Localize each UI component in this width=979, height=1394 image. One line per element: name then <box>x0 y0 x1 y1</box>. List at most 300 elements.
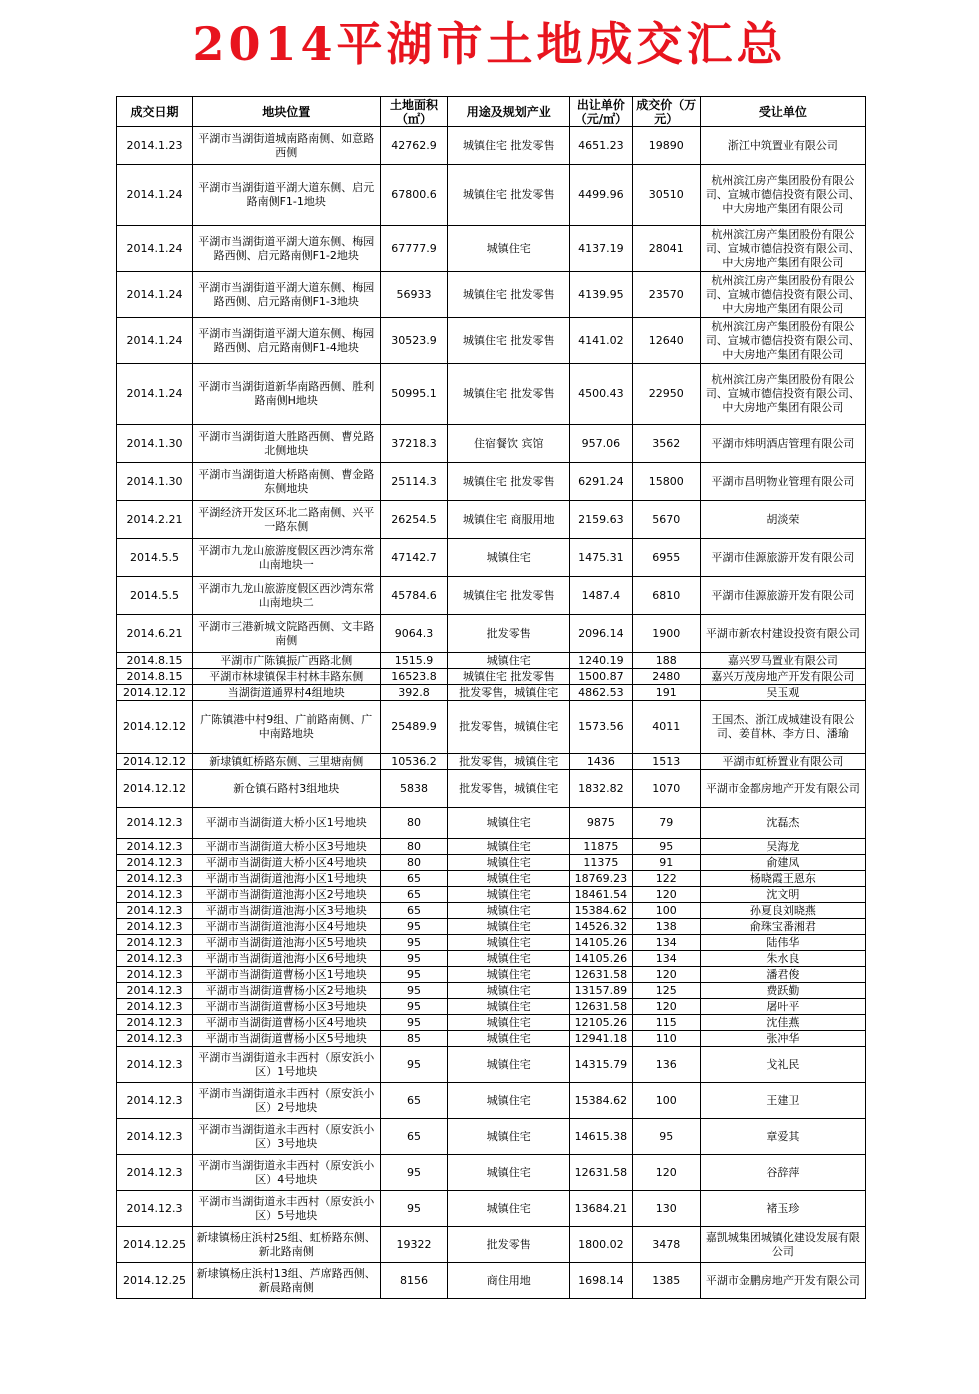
table-row <box>117 1047 866 1083</box>
cell-usage: 城镇住宅 批发零售 <box>448 364 570 425</box>
cell-area: 65 <box>380 887 448 903</box>
table-row <box>117 653 866 669</box>
cell-location: 平湖市当湖街道永丰西村（原安浜小区）4号地块 <box>193 1155 381 1191</box>
cell-location: 当湖街道通界村4组地块 <box>193 685 381 701</box>
cell-unit-price: 12631.58 <box>570 1155 633 1191</box>
cell-usage: 城镇住宅 <box>448 967 570 983</box>
cell-usage: 批发零售，城镇住宅 <box>448 685 570 701</box>
cell-buyer: 杭州滨江房产集团股份有限公司、宣城市德信投资有限公司、中大房地产集团有限公司 <box>700 318 865 364</box>
cell-usage: 城镇住宅 批发零售 <box>448 127 570 165</box>
cell-location: 平湖市当湖街道曹杨小区4号地块 <box>193 1015 381 1031</box>
cell-area: 95 <box>380 999 448 1015</box>
cell-location: 平湖市当湖街道池海小区5号地块 <box>193 935 381 951</box>
cell-unit-price: 12105.26 <box>570 1015 633 1031</box>
cell-location: 平湖市当湖街道平湖大道东侧、梅园路西侧、启元路南侧F1-2地块 <box>193 226 381 272</box>
cell-date: 2014.12.25 <box>117 1263 193 1299</box>
cell-unit-price: 6291.24 <box>570 463 633 501</box>
cell-buyer: 朱水良 <box>700 951 865 967</box>
cell-date: 2014.2.21 <box>117 501 193 539</box>
table-row <box>117 501 866 539</box>
cell-unit-price: 14105.26 <box>570 951 633 967</box>
cell-area: 95 <box>380 967 448 983</box>
cell-buyer: 平湖市昌明物业管理有限公司 <box>700 463 865 501</box>
cell-location: 平湖市当湖街道池海小区6号地块 <box>193 951 381 967</box>
header-buyer: 受让单位 <box>700 97 865 127</box>
cell-area: 67777.9 <box>380 226 448 272</box>
cell-area: 47142.7 <box>380 539 448 577</box>
table-row <box>117 951 866 967</box>
cell-date: 2014.12.25 <box>117 1227 193 1263</box>
cell-usage: 住宿餐饮 宾馆 <box>448 425 570 463</box>
cell-unit-price: 11375 <box>570 855 633 871</box>
cell-location: 平湖市当湖街道池海小区4号地块 <box>193 919 381 935</box>
cell-unit-price: 11875 <box>570 839 633 855</box>
table-row <box>117 127 866 165</box>
cell-area: 5838 <box>380 770 448 808</box>
cell-area: 26254.5 <box>380 501 448 539</box>
table-row <box>117 770 866 808</box>
cell-buyer: 嘉兴罗马置业有限公司 <box>700 653 865 669</box>
cell-date: 2014.12.3 <box>117 983 193 999</box>
cell-total-price: 6810 <box>632 577 700 615</box>
cell-date: 2014.12.3 <box>117 967 193 983</box>
cell-location: 平湖市当湖街道大桥小区1号地块 <box>193 808 381 839</box>
cell-date: 2014.12.3 <box>117 1015 193 1031</box>
cell-date: 2014.12.3 <box>117 935 193 951</box>
cell-total-price: 134 <box>632 935 700 951</box>
cell-unit-price: 14526.32 <box>570 919 633 935</box>
cell-usage: 城镇住宅 <box>448 839 570 855</box>
table-row <box>117 669 866 685</box>
cell-area: 95 <box>380 1191 448 1227</box>
cell-buyer: 谷辞萍 <box>700 1155 865 1191</box>
cell-buyer: 王建卫 <box>700 1083 865 1119</box>
cell-total-price: 136 <box>632 1047 700 1083</box>
cell-unit-price: 4500.43 <box>570 364 633 425</box>
cell-date: 2014.1.24 <box>117 226 193 272</box>
table-row <box>117 967 866 983</box>
cell-unit-price: 1500.87 <box>570 669 633 685</box>
cell-buyer: 平湖市佳源旅游开发有限公司 <box>700 577 865 615</box>
cell-buyer: 杭州滨江房产集团股份有限公司、宣城市德信投资有限公司、中大房地产集团有限公司 <box>700 364 865 425</box>
cell-location: 新埭镇杨庄浜村13组、芦席路西侧、新晨路南侧 <box>193 1263 381 1299</box>
cell-usage: 城镇住宅 <box>448 887 570 903</box>
cell-area: 67800.6 <box>380 165 448 226</box>
cell-area: 50995.1 <box>380 364 448 425</box>
cell-usage: 城镇住宅 <box>448 999 570 1015</box>
cell-unit-price: 12941.18 <box>570 1031 633 1047</box>
table-row <box>117 701 866 754</box>
cell-total-price: 122 <box>632 871 700 887</box>
cell-area: 95 <box>380 983 448 999</box>
cell-area: 65 <box>380 1119 448 1155</box>
cell-buyer: 褚玉珍 <box>700 1191 865 1227</box>
cell-buyer: 吴海龙 <box>700 839 865 855</box>
cell-location: 平湖市当湖街道池海小区2号地块 <box>193 887 381 903</box>
cell-date: 2014.8.15 <box>117 669 193 685</box>
page-title: 2014平湖市土地成交汇总 <box>192 17 787 71</box>
cell-location: 平湖市当湖街道城南路南侧、如意路西侧 <box>193 127 381 165</box>
cell-buyer: 俞珠宝番湘君 <box>700 919 865 935</box>
cell-location: 新埭镇虹桥路东侧、三里塘南侧 <box>193 754 381 770</box>
cell-area: 95 <box>380 919 448 935</box>
cell-buyer: 潘君俊 <box>700 967 865 983</box>
cell-buyer: 平湖市金鹏房地产开发有限公司 <box>700 1263 865 1299</box>
header-unit-price: 出让单价（元/㎡） <box>570 97 633 127</box>
cell-total-price: 6955 <box>632 539 700 577</box>
cell-date: 2014.12.3 <box>117 1031 193 1047</box>
cell-unit-price: 4139.95 <box>570 272 633 318</box>
cell-total-price: 79 <box>632 808 700 839</box>
cell-total-price: 120 <box>632 999 700 1015</box>
cell-location: 平湖市当湖街道曹杨小区1号地块 <box>193 967 381 983</box>
cell-usage: 城镇住宅 批发零售 <box>448 272 570 318</box>
cell-unit-price: 18461.54 <box>570 887 633 903</box>
cell-total-price: 100 <box>632 903 700 919</box>
cell-total-price: 12640 <box>632 318 700 364</box>
cell-unit-price: 1240.19 <box>570 653 633 669</box>
cell-area: 25489.9 <box>380 701 448 754</box>
cell-buyer: 杭州滨江房产集团股份有限公司、宣城市德信投资有限公司、中大房地产集团有限公司 <box>700 226 865 272</box>
cell-total-price: 1513 <box>632 754 700 770</box>
cell-unit-price: 15384.62 <box>570 903 633 919</box>
cell-total-price: 125 <box>632 983 700 999</box>
cell-location: 广陈镇港中村9组、广前路南侧、广中南路地块 <box>193 701 381 754</box>
table-row <box>117 577 866 615</box>
table-row <box>117 839 866 855</box>
cell-usage: 城镇住宅 批发零售 <box>448 577 570 615</box>
table-row <box>117 226 866 272</box>
cell-date: 2014.12.3 <box>117 871 193 887</box>
cell-date: 2014.6.21 <box>117 615 193 653</box>
cell-buyer: 胡淡荣 <box>700 501 865 539</box>
cell-total-price: 3562 <box>632 425 700 463</box>
cell-date: 2014.12.3 <box>117 1047 193 1083</box>
cell-date: 2014.12.12 <box>117 685 193 701</box>
cell-date: 2014.12.12 <box>117 754 193 770</box>
cell-location: 平湖市九龙山旅游度假区西沙湾东常山南地块二 <box>193 577 381 615</box>
table-row <box>117 935 866 951</box>
cell-usage: 批发零售 <box>448 615 570 653</box>
cell-unit-price: 1800.02 <box>570 1227 633 1263</box>
cell-date: 2014.12.3 <box>117 919 193 935</box>
cell-total-price: 19890 <box>632 127 700 165</box>
cell-area: 95 <box>380 1015 448 1031</box>
cell-location: 平湖市当湖街道新华南路西侧、胜利路南侧H地块 <box>193 364 381 425</box>
cell-usage: 批发零售，城镇住宅 <box>448 770 570 808</box>
cell-location: 平湖市当湖街道曹杨小区5号地块 <box>193 1031 381 1047</box>
cell-area: 95 <box>380 935 448 951</box>
cell-buyer: 沈磊杰 <box>700 808 865 839</box>
cell-area: 37218.3 <box>380 425 448 463</box>
cell-date: 2014.12.3 <box>117 1191 193 1227</box>
cell-total-price: 95 <box>632 1119 700 1155</box>
cell-unit-price: 1475.31 <box>570 539 633 577</box>
cell-date: 2014.8.15 <box>117 653 193 669</box>
cell-total-price: 188 <box>632 653 700 669</box>
cell-usage: 城镇住宅 <box>448 983 570 999</box>
cell-unit-price: 14615.38 <box>570 1119 633 1155</box>
table-row <box>117 887 866 903</box>
cell-date: 2014.12.3 <box>117 951 193 967</box>
cell-location: 平湖市广陈镇振广西路北侧 <box>193 653 381 669</box>
cell-date: 2014.12.3 <box>117 887 193 903</box>
cell-location: 平湖市三港新城文院路西侧、文丰路南侧 <box>193 615 381 653</box>
table-row <box>117 425 866 463</box>
cell-total-price: 191 <box>632 685 700 701</box>
cell-usage: 商住用地 <box>448 1263 570 1299</box>
table-row <box>117 983 866 999</box>
cell-total-price: 130 <box>632 1191 700 1227</box>
cell-area: 65 <box>380 1083 448 1119</box>
cell-date: 2014.12.3 <box>117 999 193 1015</box>
cell-buyer: 嘉兴万茂房地产开发有限公司 <box>700 669 865 685</box>
cell-usage: 城镇住宅 <box>448 871 570 887</box>
cell-buyer: 浙江中筑置业有限公司 <box>700 127 865 165</box>
table-row <box>117 1155 866 1191</box>
table-row <box>117 1263 866 1299</box>
cell-total-price: 22950 <box>632 364 700 425</box>
cell-unit-price: 15384.62 <box>570 1083 633 1119</box>
cell-usage: 批发零售，城镇住宅 <box>448 754 570 770</box>
cell-usage: 城镇住宅 <box>448 951 570 967</box>
cell-buyer: 吴玉观 <box>700 685 865 701</box>
table-row <box>117 318 866 364</box>
cell-unit-price: 1573.56 <box>570 701 633 754</box>
header-total-price: 成交价（万元） <box>632 97 700 127</box>
cell-date: 2014.5.5 <box>117 539 193 577</box>
cell-unit-price: 2096.14 <box>570 615 633 653</box>
table-row <box>117 1083 866 1119</box>
cell-buyer: 俞建凤 <box>700 855 865 871</box>
cell-usage: 城镇住宅 <box>448 1083 570 1119</box>
cell-unit-price: 1436 <box>570 754 633 770</box>
cell-unit-price: 1832.82 <box>570 770 633 808</box>
cell-area: 9064.3 <box>380 615 448 653</box>
cell-date: 2014.5.5 <box>117 577 193 615</box>
cell-usage: 城镇住宅 <box>448 808 570 839</box>
cell-total-price: 91 <box>632 855 700 871</box>
cell-unit-price: 14105.26 <box>570 935 633 951</box>
cell-location: 平湖市当湖街道永丰西村（原安浜小区）2号地块 <box>193 1083 381 1119</box>
cell-area: 65 <box>380 903 448 919</box>
cell-usage: 城镇住宅 批发零售 <box>448 165 570 226</box>
cell-unit-price: 9875 <box>570 808 633 839</box>
table-row <box>117 999 866 1015</box>
cell-location: 新仓镇石路村3组地块 <box>193 770 381 808</box>
cell-buyer: 嘉凯城集团城镇化建设发展有限公司 <box>700 1227 865 1263</box>
cell-date: 2014.1.24 <box>117 165 193 226</box>
cell-unit-price: 4499.96 <box>570 165 633 226</box>
cell-date: 2014.1.24 <box>117 272 193 318</box>
cell-unit-price: 1487.4 <box>570 577 633 615</box>
cell-location: 平湖市当湖街道大桥小区4号地块 <box>193 855 381 871</box>
cell-unit-price: 13157.89 <box>570 983 633 999</box>
cell-total-price: 138 <box>632 919 700 935</box>
cell-usage: 城镇住宅 <box>448 1031 570 1047</box>
cell-buyer: 平湖市炜明酒店管理有限公司 <box>700 425 865 463</box>
cell-date: 2014.1.23 <box>117 127 193 165</box>
cell-area: 19322 <box>380 1227 448 1263</box>
table-row <box>117 919 866 935</box>
cell-usage: 城镇住宅 <box>448 855 570 871</box>
cell-usage: 城镇住宅 <box>448 226 570 272</box>
table-row <box>117 1227 866 1263</box>
cell-date: 2014.12.12 <box>117 701 193 754</box>
cell-total-price: 115 <box>632 1015 700 1031</box>
cell-buyer: 平湖市金都房地产开发有限公司 <box>700 770 865 808</box>
cell-buyer: 戈礼民 <box>700 1047 865 1083</box>
cell-total-price: 5670 <box>632 501 700 539</box>
cell-unit-price: 12631.58 <box>570 999 633 1015</box>
cell-location: 平湖市当湖街道永丰西村（原安浜小区）3号地块 <box>193 1119 381 1155</box>
cell-total-price: 15800 <box>632 463 700 501</box>
table-row <box>117 754 866 770</box>
cell-buyer: 杭州滨江房产集团股份有限公司、宣城市德信投资有限公司、中大房地产集团有限公司 <box>700 272 865 318</box>
cell-area: 392.8 <box>380 685 448 701</box>
land-transaction-table <box>116 96 866 1299</box>
cell-buyer: 平湖市佳源旅游开发有限公司 <box>700 539 865 577</box>
cell-unit-price: 2159.63 <box>570 501 633 539</box>
cell-location: 平湖市当湖街道平湖大道东侧、梅园路西侧、启元路南侧F1-4地块 <box>193 318 381 364</box>
cell-location: 平湖市当湖街道永丰西村（原安浜小区）5号地块 <box>193 1191 381 1227</box>
cell-location: 平湖市当湖街道平湖大道东侧、启元路南侧F1-1地块 <box>193 165 381 226</box>
cell-unit-price: 12631.58 <box>570 967 633 983</box>
header-area: 土地面积（㎡） <box>380 97 448 127</box>
cell-area: 80 <box>380 855 448 871</box>
header-date: 成交日期 <box>117 97 193 127</box>
table-row <box>117 615 866 653</box>
header-row <box>117 97 866 127</box>
cell-unit-price: 4141.02 <box>570 318 633 364</box>
cell-area: 95 <box>380 1047 448 1083</box>
table-row <box>117 539 866 577</box>
cell-location: 平湖市当湖街道永丰西村（原安浜小区）1号地块 <box>193 1047 381 1083</box>
cell-date: 2014.1.30 <box>117 463 193 501</box>
cell-area: 65 <box>380 871 448 887</box>
cell-total-price: 1900 <box>632 615 700 653</box>
cell-total-price: 1070 <box>632 770 700 808</box>
cell-location: 平湖市九龙山旅游度假区西沙湾东常山南地块一 <box>193 539 381 577</box>
cell-usage: 城镇住宅 <box>448 539 570 577</box>
table-row <box>117 685 866 701</box>
cell-total-price: 95 <box>632 839 700 855</box>
cell-usage: 城镇住宅 <box>448 1047 570 1083</box>
cell-total-price: 134 <box>632 951 700 967</box>
table-row <box>117 463 866 501</box>
cell-date: 2014.12.3 <box>117 855 193 871</box>
cell-area: 56933 <box>380 272 448 318</box>
cell-area: 1515.9 <box>380 653 448 669</box>
cell-buyer: 平湖市新农村建设投资有限公司 <box>700 615 865 653</box>
cell-area: 8156 <box>380 1263 448 1299</box>
cell-total-price: 23570 <box>632 272 700 318</box>
cell-usage: 城镇住宅 <box>448 653 570 669</box>
cell-usage: 城镇住宅 <box>448 903 570 919</box>
cell-total-price: 4011 <box>632 701 700 754</box>
cell-date: 2014.12.3 <box>117 1155 193 1191</box>
cell-buyer: 孙夏良刘晓燕 <box>700 903 865 919</box>
cell-usage: 城镇住宅 商服用地 <box>448 501 570 539</box>
cell-date: 2014.12.12 <box>117 770 193 808</box>
table-row <box>117 364 866 425</box>
cell-usage: 城镇住宅 批发零售 <box>448 669 570 685</box>
table-row <box>117 871 866 887</box>
cell-total-price: 30510 <box>632 165 700 226</box>
cell-unit-price: 4137.19 <box>570 226 633 272</box>
table-row <box>117 808 866 839</box>
cell-location: 平湖经济开发区环北二路南侧、兴平一路东侧 <box>193 501 381 539</box>
cell-buyer: 平湖市虹桥置业有限公司 <box>700 754 865 770</box>
cell-date: 2014.12.3 <box>117 839 193 855</box>
cell-area: 95 <box>380 1155 448 1191</box>
table-row <box>117 855 866 871</box>
cell-area: 42762.9 <box>380 127 448 165</box>
cell-total-price: 1385 <box>632 1263 700 1299</box>
table-row <box>117 165 866 226</box>
cell-buyer: 陆伟华 <box>700 935 865 951</box>
cell-total-price: 120 <box>632 967 700 983</box>
cell-usage: 城镇住宅 批发零售 <box>448 463 570 501</box>
cell-date: 2014.1.24 <box>117 318 193 364</box>
cell-area: 16523.8 <box>380 669 448 685</box>
cell-usage: 批发零售，城镇住宅 <box>448 701 570 754</box>
cell-area: 30523.9 <box>380 318 448 364</box>
cell-date: 2014.1.24 <box>117 364 193 425</box>
cell-usage: 城镇住宅 <box>448 1155 570 1191</box>
cell-usage: 城镇住宅 <box>448 1015 570 1031</box>
cell-buyer: 王国杰、浙江成城建设有限公司、姜苜林、李方日、潘瑜 <box>700 701 865 754</box>
cell-usage: 城镇住宅 <box>448 1191 570 1227</box>
cell-unit-price: 14315.79 <box>570 1047 633 1083</box>
cell-buyer: 杨晓霞王恩东 <box>700 871 865 887</box>
cell-usage: 城镇住宅 <box>448 919 570 935</box>
cell-location: 平湖市当湖街道池海小区3号地块 <box>193 903 381 919</box>
cell-unit-price: 13684.21 <box>570 1191 633 1227</box>
table-row <box>117 1015 866 1031</box>
cell-area: 25114.3 <box>380 463 448 501</box>
cell-location: 平湖市林埭镇保丰村林丰路东侧 <box>193 669 381 685</box>
cell-area: 45784.6 <box>380 577 448 615</box>
cell-location: 平湖市当湖街道大桥路南侧、曹金路东侧地块 <box>193 463 381 501</box>
table-row <box>117 1191 866 1227</box>
cell-usage: 城镇住宅 <box>448 935 570 951</box>
cell-unit-price: 18769.23 <box>570 871 633 887</box>
cell-unit-price: 4862.53 <box>570 685 633 701</box>
cell-location: 平湖市当湖街道大胜路西侧、曹兑路北侧地块 <box>193 425 381 463</box>
cell-date: 2014.12.3 <box>117 1119 193 1155</box>
cell-area: 80 <box>380 808 448 839</box>
cell-date: 2014.12.3 <box>117 808 193 839</box>
header-location: 地块位置 <box>193 97 381 127</box>
cell-total-price: 28041 <box>632 226 700 272</box>
cell-area: 10536.2 <box>380 754 448 770</box>
cell-usage: 城镇住宅 批发零售 <box>448 318 570 364</box>
cell-location: 平湖市当湖街道池海小区1号地块 <box>193 871 381 887</box>
cell-buyer: 张冲华 <box>700 1031 865 1047</box>
cell-buyer: 费跃勤 <box>700 983 865 999</box>
cell-buyer: 章爱其 <box>700 1119 865 1155</box>
cell-location: 新埭镇杨庄浜村25组、虹桥路东侧、新北路南侧 <box>193 1227 381 1263</box>
cell-total-price: 100 <box>632 1083 700 1119</box>
cell-unit-price: 1698.14 <box>570 1263 633 1299</box>
cell-usage: 城镇住宅 <box>448 1119 570 1155</box>
table-row <box>117 272 866 318</box>
cell-unit-price: 957.06 <box>570 425 633 463</box>
header-usage: 用途及规划产业 <box>448 97 570 127</box>
table-row <box>117 903 866 919</box>
cell-unit-price: 4651.23 <box>570 127 633 165</box>
